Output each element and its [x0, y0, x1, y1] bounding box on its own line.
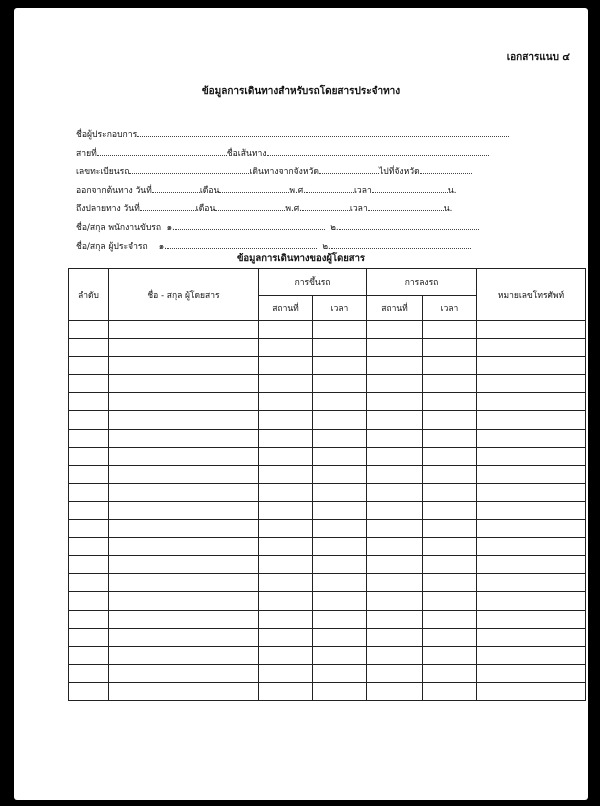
route-name-label: ชื่อเส้นทาง: [226, 148, 267, 159]
cell-no[interactable]: [69, 556, 109, 574]
operator-field[interactable]: [137, 126, 509, 137]
cell-alight-time[interactable]: [423, 411, 477, 429]
cell-board-place[interactable]: [259, 339, 313, 357]
cell-board-place[interactable]: [259, 357, 313, 375]
cell-board-time[interactable]: [313, 465, 367, 483]
cell-phone[interactable]: [477, 411, 586, 429]
arrive-day-field[interactable]: [140, 200, 196, 211]
cell-board-place[interactable]: [259, 610, 313, 628]
col-header-name: ชื่อ - สกุล ผู้โดยสาร: [109, 269, 259, 321]
cell-name[interactable]: [109, 465, 259, 483]
cell-phone[interactable]: [477, 610, 586, 628]
table-row: [69, 592, 586, 610]
cell-board-time[interactable]: [313, 538, 367, 556]
cell-no[interactable]: [69, 610, 109, 628]
cell-no[interactable]: [69, 375, 109, 393]
cell-phone[interactable]: [477, 339, 586, 357]
conductor-2-field[interactable]: [331, 238, 471, 249]
cell-alight-time[interactable]: [423, 574, 477, 592]
driver-label: ชื่อ/สกุล พนักงานขับรถ: [76, 222, 162, 233]
cell-alight-time[interactable]: [423, 447, 477, 465]
cell-alight-time[interactable]: [423, 357, 477, 375]
cell-alight-place[interactable]: [367, 339, 423, 357]
cell-board-place[interactable]: [259, 465, 313, 483]
driver-2-field[interactable]: [339, 219, 479, 230]
cell-board-time[interactable]: [313, 610, 367, 628]
cell-alight-time[interactable]: [423, 501, 477, 519]
depart-label: ออกจากต้นทาง วันที่: [76, 185, 152, 196]
cell-board-place[interactable]: [259, 429, 313, 447]
cell-name[interactable]: [109, 610, 259, 628]
table-row: [69, 483, 586, 501]
cell-alight-place[interactable]: [367, 393, 423, 411]
arrive-time-label: เวลา: [349, 204, 368, 215]
cell-name[interactable]: [109, 646, 259, 664]
cell-board-time[interactable]: [313, 501, 367, 519]
arrive-time-unit: น.: [443, 204, 453, 215]
registration-line: [76, 163, 546, 182]
driver-num2: ๒.: [330, 222, 339, 233]
cell-name[interactable]: [109, 357, 259, 375]
table-row: [69, 628, 586, 646]
cell-board-place[interactable]: [259, 628, 313, 646]
cell-board-place[interactable]: [259, 556, 313, 574]
cell-alight-place[interactable]: [367, 556, 423, 574]
route-no-field[interactable]: [97, 145, 227, 156]
passenger-table: [68, 268, 586, 701]
cell-board-time[interactable]: [313, 393, 367, 411]
cell-name[interactable]: [109, 447, 259, 465]
cell-board-place[interactable]: [259, 375, 313, 393]
depart-year-field[interactable]: [306, 182, 354, 193]
cell-name[interactable]: [109, 592, 259, 610]
cell-name[interactable]: [109, 538, 259, 556]
cell-no[interactable]: [69, 501, 109, 519]
conductor-1-field[interactable]: [167, 238, 317, 249]
cell-phone[interactable]: [477, 682, 586, 700]
cell-name[interactable]: [109, 429, 259, 447]
cell-phone[interactable]: [477, 429, 586, 447]
table-row: [69, 538, 586, 556]
cell-board-time[interactable]: [313, 357, 367, 375]
cell-alight-time[interactable]: [423, 556, 477, 574]
arrive-time-field[interactable]: [368, 200, 444, 211]
cell-alight-time[interactable]: [423, 465, 477, 483]
cell-alight-place[interactable]: [367, 538, 423, 556]
cell-board-time[interactable]: [313, 664, 367, 682]
to-province-field[interactable]: [420, 163, 472, 174]
to-province-label: ไปที่จังหวัด: [378, 167, 420, 178]
conductor-num2: ๒.: [322, 241, 331, 252]
cell-name[interactable]: [109, 375, 259, 393]
table-row: [69, 321, 586, 339]
cell-phone[interactable]: [477, 538, 586, 556]
cell-board-time[interactable]: [313, 574, 367, 592]
operator-line: [76, 126, 546, 145]
depart-month-field[interactable]: [219, 182, 289, 193]
cell-alight-time[interactable]: [423, 520, 477, 538]
driver-num1: ๑.: [166, 222, 175, 233]
arrive-month-label: เดือน: [195, 204, 216, 215]
cell-alight-place[interactable]: [367, 628, 423, 646]
cell-alight-place[interactable]: [367, 447, 423, 465]
depart-time-label: เวลา: [354, 185, 372, 196]
cell-alight-place[interactable]: [367, 465, 423, 483]
cell-board-time[interactable]: [313, 321, 367, 339]
cell-phone[interactable]: [477, 664, 586, 682]
cell-board-time[interactable]: [313, 447, 367, 465]
from-province-field[interactable]: [319, 163, 379, 174]
cell-no[interactable]: [69, 682, 109, 700]
cell-name[interactable]: [109, 682, 259, 700]
table-row: [69, 429, 586, 447]
cell-alight-time[interactable]: [423, 375, 477, 393]
passenger-table-title: ข้อมูลการเดินทางของผู้โดยสาร: [236, 253, 366, 264]
cell-alight-place[interactable]: [367, 375, 423, 393]
cell-no[interactable]: [69, 574, 109, 592]
cell-board-place[interactable]: [259, 501, 313, 519]
cell-board-place[interactable]: [259, 520, 313, 538]
cell-phone[interactable]: [477, 375, 586, 393]
cell-phone[interactable]: [477, 483, 586, 501]
table-row: [69, 574, 586, 592]
cell-no[interactable]: [69, 483, 109, 501]
table-row: [69, 393, 586, 411]
document-page: [14, 8, 588, 800]
cell-no[interactable]: [69, 393, 109, 411]
from-province-label: เดินทางจากจังหวัด: [249, 167, 319, 178]
arrive-line: [76, 200, 546, 219]
trip-info-section: [76, 126, 546, 256]
cell-board-place[interactable]: [259, 321, 313, 339]
table-row: [69, 339, 586, 357]
cell-board-place[interactable]: [259, 411, 313, 429]
cell-alight-time[interactable]: [423, 682, 477, 700]
attachment-label: เอกสารแนบ ๔: [506, 52, 570, 63]
cell-alight-time[interactable]: [423, 321, 477, 339]
table-row: [69, 447, 586, 465]
cell-phone[interactable]: [477, 628, 586, 646]
table-row: [69, 556, 586, 574]
cell-alight-place[interactable]: [367, 501, 423, 519]
cell-alight-time[interactable]: [423, 664, 477, 682]
cell-board-place[interactable]: [259, 646, 313, 664]
cell-alight-place[interactable]: [367, 610, 423, 628]
depart-time-field[interactable]: [372, 182, 448, 193]
depart-month-label: เดือน: [199, 185, 220, 196]
col-header-alight-time: เวลา: [423, 296, 477, 321]
cell-name[interactable]: [109, 411, 259, 429]
cell-alight-time[interactable]: [423, 646, 477, 664]
cell-board-place[interactable]: [259, 664, 313, 682]
conductor-label: ชื่อ/สกุล ผู้ประจำรถ: [76, 241, 148, 252]
cell-alight-place[interactable]: [367, 429, 423, 447]
route-line: [76, 145, 546, 164]
cell-alight-time[interactable]: [423, 628, 477, 646]
cell-name[interactable]: [109, 520, 259, 538]
cell-phone[interactable]: [477, 574, 586, 592]
cell-phone[interactable]: [477, 447, 586, 465]
table-row: [69, 646, 586, 664]
col-header-alight-place: สถานที่: [367, 296, 423, 321]
cell-board-time[interactable]: [313, 520, 367, 538]
cell-board-place[interactable]: [259, 483, 313, 501]
cell-board-place[interactable]: [259, 592, 313, 610]
arrive-year-field[interactable]: [302, 200, 350, 211]
cell-no[interactable]: [69, 357, 109, 375]
table-row: [69, 501, 586, 519]
cell-alight-time[interactable]: [423, 538, 477, 556]
cell-no[interactable]: [69, 520, 109, 538]
cell-alight-place[interactable]: [367, 646, 423, 664]
col-header-board-place: สถานที่: [259, 296, 313, 321]
cell-alight-place[interactable]: [367, 520, 423, 538]
cell-board-time[interactable]: [313, 339, 367, 357]
cell-alight-place[interactable]: [367, 664, 423, 682]
cell-phone[interactable]: [477, 465, 586, 483]
cell-board-time[interactable]: [313, 429, 367, 447]
cell-alight-place[interactable]: [367, 411, 423, 429]
cell-board-time[interactable]: [313, 375, 367, 393]
cell-alight-place[interactable]: [367, 574, 423, 592]
cell-no[interactable]: [69, 465, 109, 483]
arrive-year-label: พ.ศ.: [285, 204, 302, 215]
table-row: [69, 411, 586, 429]
cell-no[interactable]: [69, 592, 109, 610]
cell-alight-place[interactable]: [367, 357, 423, 375]
cell-board-time[interactable]: [313, 411, 367, 429]
cell-no[interactable]: [69, 664, 109, 682]
cell-name[interactable]: [109, 664, 259, 682]
col-header-phone: หมายเลขโทรศัพท์: [477, 269, 586, 321]
cell-phone[interactable]: [477, 592, 586, 610]
table-row: [69, 465, 586, 483]
cell-phone[interactable]: [477, 357, 586, 375]
cell-phone[interactable]: [477, 556, 586, 574]
cell-no[interactable]: [69, 429, 109, 447]
cell-name[interactable]: [109, 628, 259, 646]
table-row: [69, 682, 586, 700]
cell-name[interactable]: [109, 321, 259, 339]
cell-alight-time[interactable]: [423, 429, 477, 447]
depart-day-field[interactable]: [152, 182, 200, 193]
cell-no[interactable]: [69, 339, 109, 357]
cell-board-time[interactable]: [313, 628, 367, 646]
registration-field[interactable]: [129, 163, 249, 174]
cell-no[interactable]: [69, 538, 109, 556]
cell-phone[interactable]: [477, 646, 586, 664]
cell-board-time[interactable]: [313, 646, 367, 664]
col-header-board-time: เวลา: [313, 296, 367, 321]
passenger-table-body: [69, 321, 586, 701]
cell-board-time[interactable]: [313, 483, 367, 501]
cell-alight-time[interactable]: [423, 339, 477, 357]
cell-name[interactable]: [109, 339, 259, 357]
col-header-boarding: การขึ้นรถ: [259, 269, 367, 296]
conductor-num1: ๑.: [158, 241, 167, 252]
col-header-alighting: การลงรถ: [367, 269, 477, 296]
cell-no[interactable]: [69, 447, 109, 465]
cell-alight-place[interactable]: [367, 483, 423, 501]
table-row: [69, 520, 586, 538]
route-name-field[interactable]: [267, 145, 489, 156]
table-row: [69, 375, 586, 393]
cell-board-time[interactable]: [313, 556, 367, 574]
cell-board-place[interactable]: [259, 393, 313, 411]
arrive-month-field[interactable]: [215, 200, 285, 211]
cell-name[interactable]: [109, 393, 259, 411]
col-header-no: ลำดับ: [69, 269, 109, 321]
cell-board-time[interactable]: [313, 682, 367, 700]
cell-alight-time[interactable]: [423, 393, 477, 411]
cell-alight-place[interactable]: [367, 682, 423, 700]
cell-phone[interactable]: [477, 321, 586, 339]
cell-alight-place[interactable]: [367, 592, 423, 610]
table-row: [69, 357, 586, 375]
cell-alight-time[interactable]: [423, 483, 477, 501]
depart-time-unit: น.: [447, 185, 457, 196]
cell-name[interactable]: [109, 574, 259, 592]
cell-alight-place[interactable]: [367, 321, 423, 339]
table-row: [69, 610, 586, 628]
document-title: ข้อมูลการเดินทางสำหรับรถโดยสารประจำทาง: [201, 86, 401, 97]
operator-label: ชื่อผู้ประกอบการ: [76, 130, 138, 140]
arrive-label: ถึงปลายทาง วันที่: [76, 204, 140, 215]
cell-no[interactable]: [69, 628, 109, 646]
cell-no[interactable]: [69, 411, 109, 429]
cell-phone[interactable]: [477, 393, 586, 411]
driver-line: [76, 219, 546, 238]
cell-name[interactable]: [109, 501, 259, 519]
driver-1-field[interactable]: [175, 219, 325, 230]
cell-phone[interactable]: [477, 501, 586, 519]
cell-board-place[interactable]: [259, 574, 313, 592]
cell-alight-time[interactable]: [423, 592, 477, 610]
cell-name[interactable]: [109, 483, 259, 501]
cell-name[interactable]: [109, 556, 259, 574]
cell-alight-time[interactable]: [423, 610, 477, 628]
depart-year-label: พ.ศ.: [289, 185, 306, 196]
cell-board-place[interactable]: [259, 538, 313, 556]
cell-no[interactable]: [69, 646, 109, 664]
route-no-label: สายที่: [76, 148, 97, 159]
cell-no[interactable]: [69, 321, 109, 339]
cell-board-time[interactable]: [313, 592, 367, 610]
depart-line: [76, 182, 546, 201]
registration-label: เลขทะเบียนรถ: [76, 167, 130, 178]
cell-phone[interactable]: [477, 520, 586, 538]
cell-board-place[interactable]: [259, 447, 313, 465]
cell-board-place[interactable]: [259, 682, 313, 700]
table-row: [69, 664, 586, 682]
